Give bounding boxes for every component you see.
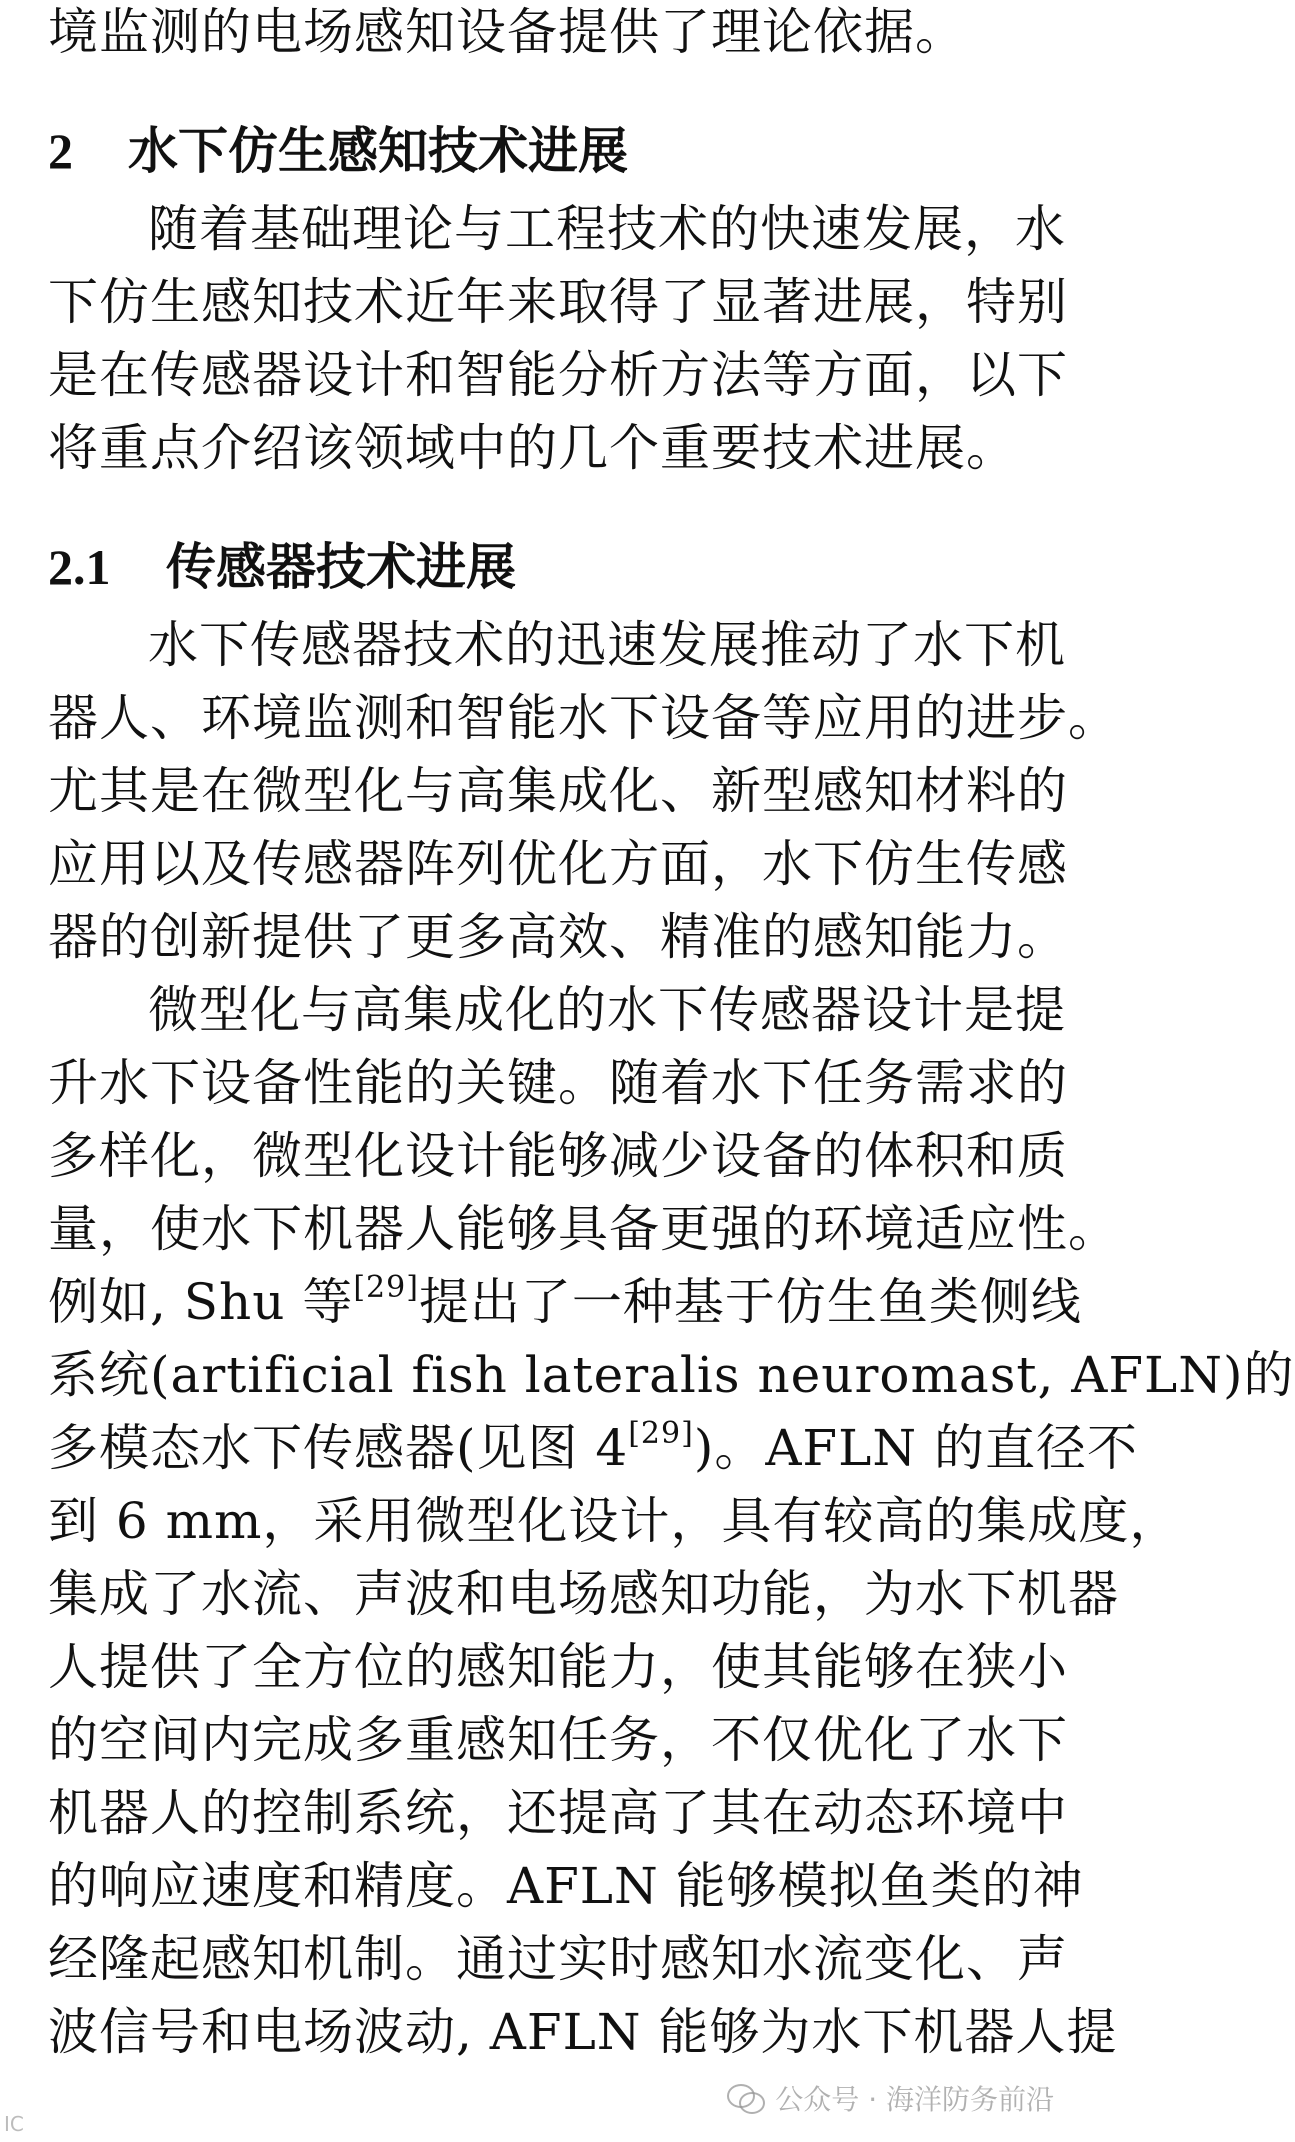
para2-line-2: 升水下设备性能的关键。随着水下任务需求的 — [48, 1054, 1068, 1112]
para2-line-7-text-b: )。AFLN 的直径不 — [693, 1419, 1138, 1477]
corner-watermark: IC — [4, 2112, 24, 2136]
para1-line-1: 水下传感器技术的迅速发展推动了水下机 — [148, 616, 1066, 674]
section-2-1-title: 传感器技术进展 — [166, 537, 516, 596]
para2-line-1: 微型化与高集成化的水下传感器设计是提 — [148, 981, 1066, 1039]
para2-line-9: 集成了水流、声波和电场感知功能，为水下机器 — [48, 1565, 1119, 1623]
citation-ref-29-figure: [29] — [628, 1416, 694, 1451]
intro-tail-line: 境监测的电场感知设备提供了理论依据。 — [48, 3, 966, 61]
para1-line-3: 尤其是在微型化与高集成化、新型感知材料的 — [48, 762, 1068, 820]
para2-line-12: 机器人的控制系统，还提高了其在动态环境中 — [48, 1784, 1068, 1842]
wechat-icon — [727, 2082, 765, 2114]
section-2-line-3: 是在传感器设计和智能分析方法等方面，以下 — [48, 346, 1068, 404]
para2-line-8: 到 6 mm，采用微型化设计，具有较高的集成度， — [48, 1492, 1181, 1550]
section-2-1-heading — [48, 525, 1032, 609]
section-2-1-number: 2.1 — [48, 539, 111, 595]
section-2-title: 水下仿生感知技术进展 — [128, 121, 628, 180]
para2-line-3: 多样化，微型化设计能够减少设备的体积和质 — [48, 1127, 1068, 1185]
para2-line-14: 经隆起感知机制。通过实时感知水流变化、声 — [48, 1930, 1068, 1988]
para2-line-7-text-a: 多模态水下传感器(见图 4 — [48, 1419, 629, 1477]
wechat-watermark — [727, 2078, 1054, 2118]
para2-line-15: 波信号和电场波动, AFLN 能够为水下机器人提 — [48, 2003, 1118, 2061]
para2-line-4: 量，使水下机器人能够具备更强的环境适应性。 — [48, 1200, 1119, 1258]
section-2-line-4: 将重点介绍该领域中的几个重要技术进展。 — [48, 419, 1017, 477]
section-2-line-1: 随着基础理论与工程技术的快速发展，水 — [148, 200, 1066, 258]
watermark-text: 公众号 · 海洋防务前沿 — [775, 2083, 1054, 2116]
para2-line-5-text-a: 例如, Shu 等 — [48, 1273, 354, 1331]
para1-line-5: 器的创新提供了更多高效、精准的感知能力。 — [48, 908, 1068, 966]
para2-line-7 — [48, 1412, 1138, 1485]
para1-line-2: 器人、环境监测和智能水下设备等应用的进步。 — [48, 689, 1119, 747]
section-2-heading — [48, 109, 1032, 193]
citation-ref-29: [29] — [353, 1270, 419, 1305]
para1-line-4: 应用以及传感器阵列优化方面，水下仿生传感 — [48, 835, 1068, 893]
para2-line-13: 的响应速度和精度。AFLN 能够模拟鱼类的神 — [48, 1857, 1084, 1915]
para2-line-5-text-b: 提出了一种基于仿生鱼类侧线 — [418, 1273, 1082, 1331]
para2-line-6: 系统(artificial fish lateralis neuromast, AFLN)的 — [48, 1346, 1295, 1404]
section-2-line-2: 下仿生感知技术近年来取得了显著进展，特别 — [48, 273, 1068, 331]
para2-line-5 — [48, 1266, 1082, 1339]
para2-line-10: 人提供了全方位的感知能力，使其能够在狭小 — [48, 1638, 1068, 1696]
section-2-number: 2 — [48, 123, 73, 179]
para2-line-11: 的空间内完成多重感知任务，不仅优化了水下 — [48, 1711, 1068, 1769]
